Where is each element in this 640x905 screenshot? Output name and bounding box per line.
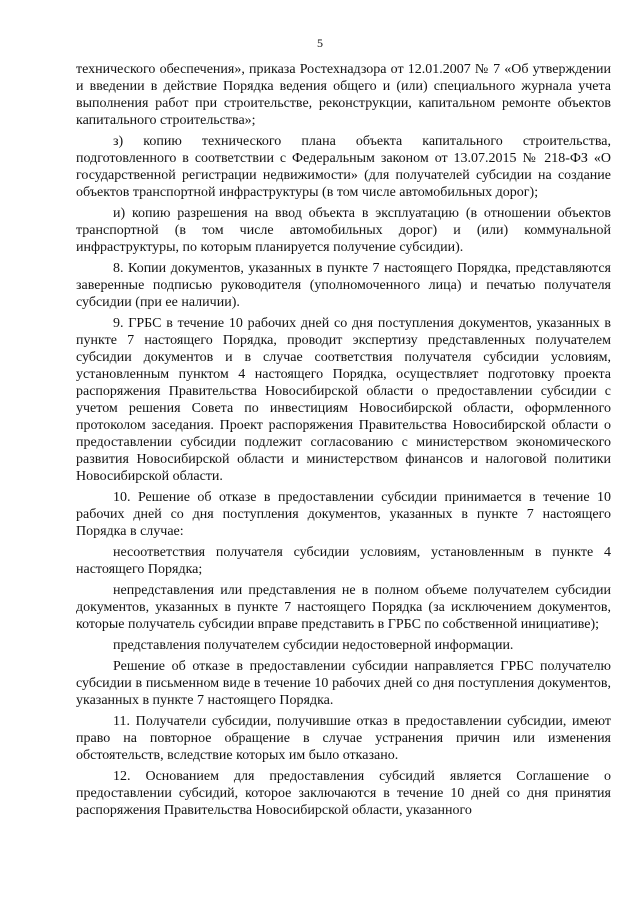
paragraph: несоответствия получателя субсидии условиям, установленным в пункте 4 настоящего Порядка; bbox=[76, 545, 611, 577]
paragraph: и) копию разрешения на ввод объекта в эксплуатацию (в отношении объектов транспортной (в том числе автомобильных дорог) и (или) коммунальной инфраструктуры, по которым планируется получение субсидии). bbox=[76, 206, 611, 255]
paragraph: 10. Решение об отказе в предоставлении субсидии принимается в течение 10 рабочих дней со дня поступления документов, указанных в пункте 7 настоящего Порядка в случае: bbox=[76, 490, 611, 539]
paragraph: 12. Основанием для предоставления субсидий является Соглашение о предоставлении субсидий, которое заключаются в течение 10 дней со дня принятия распоряжения Правительства Новосибирской области, указанного bbox=[76, 769, 611, 818]
paragraph: представления получателем субсидии недостоверной информации. bbox=[113, 638, 514, 653]
paragraph: 11. Получатели субсидии, получившие отказ в предоставлении субсидии, имеют право на повторное обращение в случае устранения причин или изменения обстоятельств, вследствие которых им было отказано. bbox=[76, 714, 611, 763]
document-body bbox=[76, 61, 611, 823]
paragraph: 8. Копии документов, указанных в пункте 7 настоящего Порядка, представляются заверенные подписью руководителя (уполномоченного лица) и печатью получателя субсидии (при ее наличии). bbox=[76, 261, 611, 310]
page-number: 5 bbox=[317, 36, 323, 50]
paragraph: з) копию технического плана объекта капитального строительства, подготовленного в соответствии с Федеральным законом от 13.07.2015 № 218-ФЗ «О государственной регистрации недвижимости» (для получателей субсидии на создание объектов транспортной инфраструктуры (в том числе автомобильных дорог); bbox=[76, 134, 611, 200]
paragraph: 9. ГРБС в течение 10 рабочих дней со дня поступления документов, указанных в пункте 7 настоящего Порядка, проводит экспертизу представленных получателем субсидии документов и в случае соответствия получателя субсидии условиям, установленным пунктом 4 настоящего Порядка, осуществляет подготовку проекта распоряжения Правительства Новосибирской области о предоставлении субсидии с учетом решения Совета по инвестициям Новосибирской области, оформленного протоколом заседания. Проект распоряжения Правительства Новосибирской области о предоставлении субсидии подлежит согласованию с министерством экономического развития Новосибирской области и министерством финансов и налоговой политики Новосибирской области. bbox=[76, 316, 611, 484]
paragraph: Решение об отказе в предоставлении субсидии направляется ГРБС получателю субсидии в письменном виде в течение 10 рабочих дней со дня поступления документов, указанных в пункте 7 настоящего Порядка. bbox=[76, 659, 611, 708]
paragraph: непредставления или представления не в полном объеме получателем субсидии документов, указанных в пункте 7 настоящего Порядка (за исключением документов, которые получатель субсидии вправе представить в ГРБС по собственной инициативе); bbox=[76, 583, 611, 632]
paragraph: технического обеспечения», приказа Ростехнадзора от 12.01.2007 № 7 «Об утверждении и введении в действие Порядка ведения общего и (или) специального журнала учета выполнения работ при строительстве, реконструкции, капитальном ремонте объектов капитального строительства»; bbox=[76, 62, 611, 128]
